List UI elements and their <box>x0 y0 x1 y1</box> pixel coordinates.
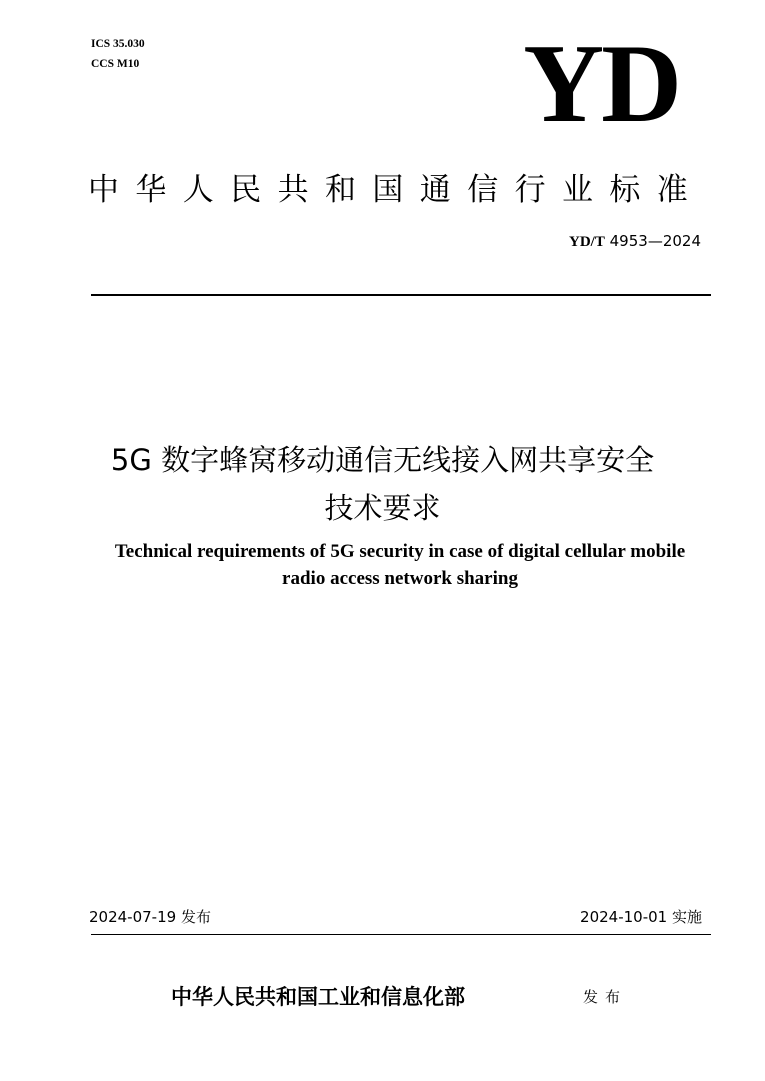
chinese-title <box>0 436 765 532</box>
yd-logo: YD <box>523 22 679 146</box>
publisher: 中华人民共和国工业和信息化部 <box>171 984 465 1009</box>
chinese-title-line1: 5G 数字蜂窝移动通信无线接入网共享安全 <box>110 443 655 477</box>
standard-number <box>569 230 701 253</box>
footer-divider <box>91 934 711 935</box>
ccs-code: CCS M10 <box>91 58 140 70</box>
classification-codes <box>91 34 145 74</box>
standard-number-value: 4953—2024 <box>609 232 701 250</box>
standard-number-prefix: YD/T <box>569 234 605 250</box>
chinese-title-line2: 技术要求 <box>324 491 441 525</box>
implementation-date: 2024-10-01 实施 <box>580 908 702 926</box>
english-title-line2: radio access network sharing <box>282 568 518 589</box>
standard-category: 中华人民共和国通信行业标准 <box>88 172 705 208</box>
issue-date: 2024-07-19 发布 <box>89 908 211 926</box>
english-title-line1: Technical requirements of 5G security in case of digital cellular mobile <box>114 541 686 562</box>
ics-code: ICS 35.030 <box>91 38 145 50</box>
issue-label: 发布 <box>583 988 628 1006</box>
english-title <box>0 538 765 592</box>
header-divider <box>91 294 711 296</box>
